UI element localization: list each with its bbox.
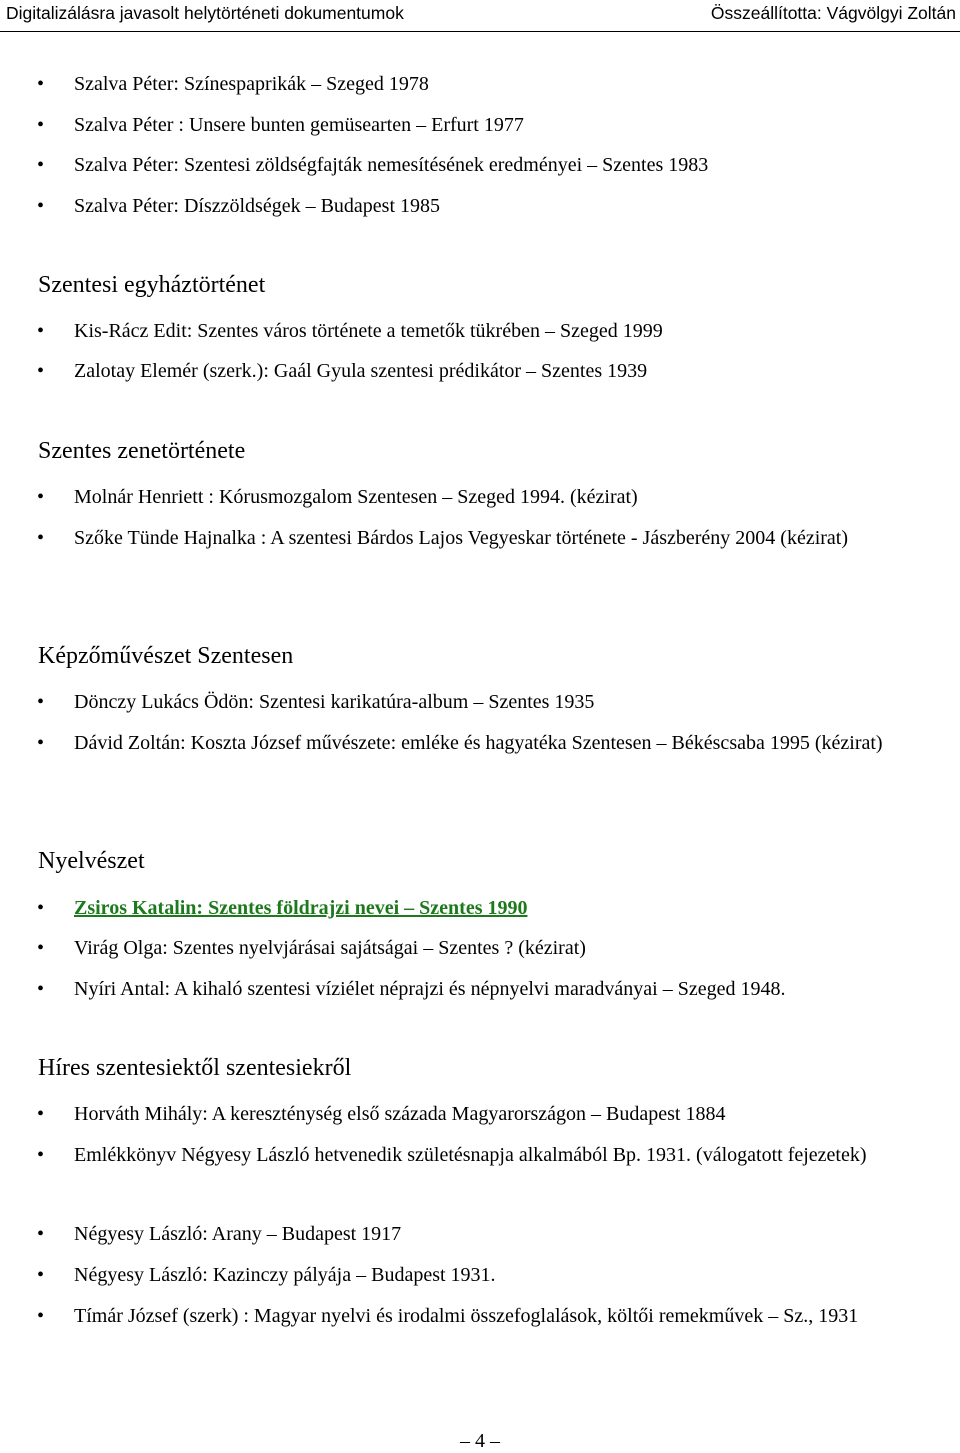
bullet-icon: •: [37, 1144, 45, 1166]
list-item: [37, 311, 924, 351]
header-title: Digitalizálásra javasolt helytörténeti dokumentumok: [6, 3, 404, 23]
bullet-icon: •: [37, 154, 45, 176]
list-item: [37, 1214, 924, 1254]
item-text: Horváth Mihály: A kereszténység első százada Magyarországon – Budapest 1884: [74, 1103, 726, 1125]
item-text: Szalva Péter : Unsere bunten gemüsearten – Erfurt 1977: [74, 114, 524, 136]
item-text: Nyíri Antal: A kihaló szentesi víziélet néprajzi és népnyelvi maradványai – Szeged 1948.: [74, 978, 786, 1000]
item-text: Szalva Péter: Szentesi zöldségfajták nemesítésének eredményei – Szentes 1983: [74, 154, 709, 176]
list-item: [37, 518, 924, 558]
list-item: [37, 145, 924, 185]
bullet-icon: •: [37, 360, 45, 382]
list-item: [37, 1255, 924, 1295]
item-text: Dönczy Lukács Ödön: Szentesi karikatúra-album – Szentes 1935: [74, 691, 595, 713]
bullet-icon: •: [37, 937, 45, 959]
bullet-icon: •: [37, 195, 45, 217]
bullet-icon: •: [37, 527, 45, 549]
bullet-icon: •: [37, 1305, 45, 1327]
bullet-icon: •: [37, 320, 45, 342]
bullet-icon: •: [37, 732, 45, 754]
page-number: – 4 –: [460, 1430, 500, 1452]
page-header: [0, 0, 960, 32]
item-text: Zalotay Elemér (szerk.): Gaál Gyula szentesi prédikátor – Szentes 1939: [74, 360, 648, 382]
item-text: Emlékkönyv Négyesy László hetvenedik születésnapja alkalmából Bp. 1931. (válogatott fejezetek): [74, 1144, 867, 1166]
item-text: Molnár Henriett : Kórusmozgalom Szentesen – Szeged 1994. (kézirat): [74, 486, 638, 508]
section-heading-art: Képzőművészet Szentesen: [38, 643, 294, 669]
section-heading-famous: Híres szentesiektől szentesiekről: [38, 1055, 352, 1081]
list-item: [37, 351, 924, 391]
bullet-icon: •: [37, 1223, 45, 1245]
header-author: Összeállította: Vágvölgyi Zoltán: [710, 3, 956, 23]
list-item: [37, 1135, 924, 1175]
list-item: [37, 186, 924, 226]
item-text: Szőke Tünde Hajnalka : A szentesi Bárdos Lajos Vegyeskar története - Jászberény 2004 (kézirat): [74, 527, 849, 549]
list-item: [37, 64, 924, 104]
section-heading-linguistics: Nyelvészet: [38, 848, 145, 874]
bullet-icon: •: [37, 486, 45, 508]
item-text: Kis-Rácz Edit: Szentes város története a temetők tükrében – Szeged 1999: [74, 320, 663, 342]
list-item: [37, 969, 924, 1009]
section-heading-music: Szentes zenetörténete: [38, 438, 246, 464]
item-text: Négyesy László: Kazinczy pályája – Budapest 1931.: [74, 1264, 496, 1286]
bullet-icon: •: [37, 73, 45, 95]
list-item: [37, 477, 924, 517]
list-item: [37, 888, 924, 928]
item-text: Dávid Zoltán: Koszta József művészete: emléke és hagyatéka Szentesen – Békéscsaba 1995 (kézirat): [74, 732, 883, 754]
bullet-icon: •: [37, 1264, 45, 1286]
bullet-icon: •: [37, 978, 45, 1000]
bullet-icon: •: [37, 691, 45, 713]
list-item: [37, 1094, 924, 1134]
list-item: [37, 928, 924, 968]
item-text: Négyesy László: Arany – Budapest 1917: [74, 1223, 402, 1245]
section-heading-church: Szentesi egyháztörténet: [38, 272, 266, 298]
list-item: [37, 105, 924, 145]
bullet-icon: •: [37, 114, 45, 136]
item-text: Tímár József (szerk) : Magyar nyelvi és irodalmi összefoglalások, költői remekművek – Sz., 1931: [74, 1305, 859, 1327]
item-text: Szalva Péter: Díszzöldségek – Budapest 1985: [74, 195, 441, 217]
item-text: Szalva Péter: Színespaprikák – Szeged 1978: [74, 73, 429, 95]
bullet-icon: •: [37, 1103, 45, 1125]
item-link[interactable]: Zsiros Katalin: Szentes földrajzi nevei – Szentes 1990: [74, 897, 528, 919]
item-text: Virág Olga: Szentes nyelvjárásai sajátságai – Szentes ? (kézirat): [74, 937, 586, 959]
bullet-icon: •: [37, 897, 45, 919]
list-item: [37, 682, 924, 722]
list-item: [37, 723, 924, 763]
list-item: [37, 1296, 924, 1336]
